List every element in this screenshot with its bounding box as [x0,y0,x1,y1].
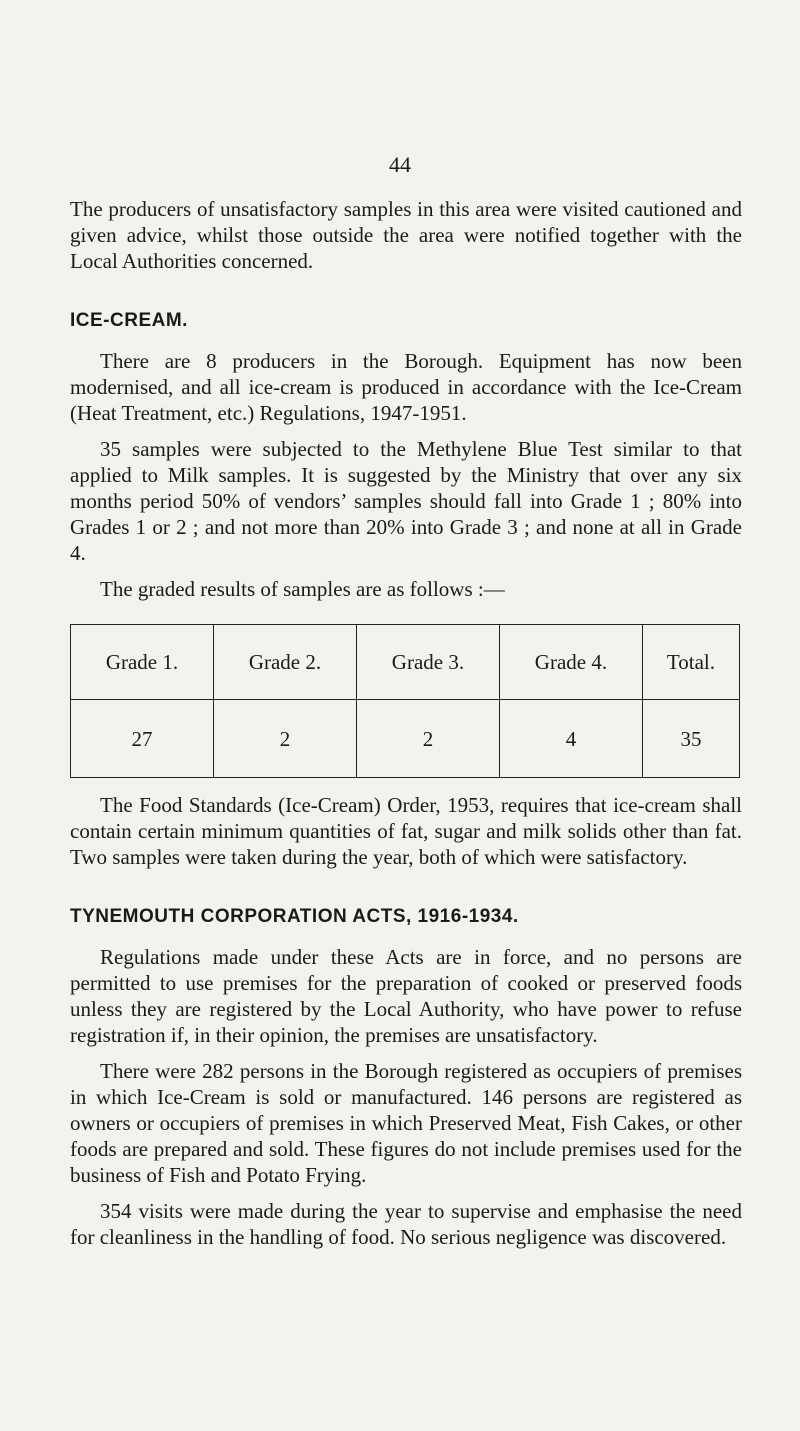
icecream-paragraph-3: The graded results of samples are as follows :— [100,577,505,601]
value-grade-2: 2 [213,700,356,778]
icecream-heading: ICE-CREAM. [70,310,188,331]
value-grade-3: 2 [356,700,499,778]
tynemouth-paragraph-1: Regulations made under these Acts are in force, and no persons are permitted to use premises for the preparation of cooked or preserved foods unless they are registered by the Local Authority, who have power to refuse registration if, in their opinion, the premises are unsatisfactory. [70,945,742,1047]
page-number: 44 [389,152,411,177]
document-body [70,196,742,1250]
grades-table [70,624,740,778]
header-grade-2: Grade 2. [213,625,356,700]
header-total: Total. [642,625,739,700]
grades-header-row [71,625,740,700]
header-grade-3: Grade 3. [356,625,499,700]
value-grade-4: 4 [499,700,642,778]
value-grade-1: 27 [71,700,214,778]
icecream-paragraph-4: The Food Standards (Ice-Cream) Order, 1953, requires that ice-cream shall contain certain minimum quantities of fat, sugar and milk solids other than fat. Two samples were taken during the year, both of which were satisfactory. [70,793,742,869]
icecream-paragraph-2: 35 samples were subjected to the Methylene Blue Test similar to that applied to Milk samples. It is suggested by the Ministry that over any six months period 50% of vendors’ samples should fall into Grade 1 ; 80% into Grades 1 or 2 ; and not more than 20% into Grade 3 ; and none at all in Grade 4. [70,437,742,565]
icecream-paragraph-1: There are 8 producers in the Borough. Equipment has now been modernised, and all ice-cream is produced in accordance with the Ice-Cream (Heat Treatment, etc.) Regulations, 1947-1951. [70,349,742,425]
value-total: 35 [642,700,739,778]
header-grade-4: Grade 4. [499,625,642,700]
grades-value-row [71,700,740,778]
tynemouth-paragraph-2: There were 282 persons in the Borough registered as occupiers of premises in which Ice-Cream is sold or manufactured. 146 persons are registered as owners or occupiers of premises in which Preserved Meat, Fish Cakes, or other foods are prepared and sold. These figures do not include premises used for the business of Fish and Potato Frying. [70,1059,742,1187]
tynemouth-paragraph-3: 354 visits were made during the year to supervise and emphasise the need for cleanliness in the handling of food. No serious negligence was discovered. [70,1199,742,1249]
tynemouth-heading: TYNEMOUTH CORPORATION ACTS, 1916-1934. [70,906,519,927]
header-grade-1: Grade 1. [71,625,214,700]
intro-paragraph: The producers of unsatisfactory samples in this area were visited cautioned and given advice, whilst those outside the area were notified together with the Local Authorities concerned. [70,197,742,273]
